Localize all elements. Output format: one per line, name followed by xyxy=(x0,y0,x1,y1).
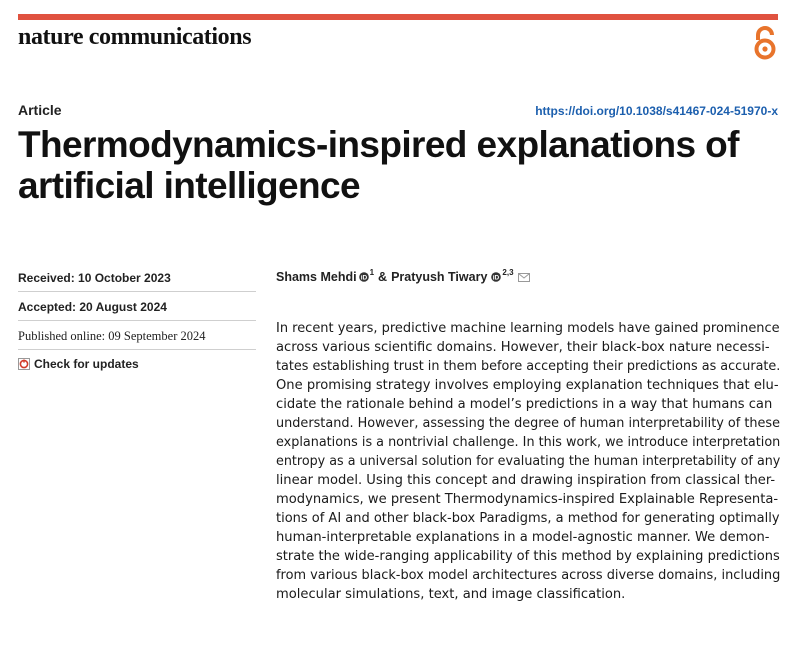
abstract-line: molecular simulations, text, and image classification. xyxy=(276,587,626,602)
abstract-line: cidate the rationale behind a model’s predictions in a way that humans can xyxy=(276,397,773,412)
title-line-2: artificial intelligence xyxy=(18,165,360,206)
published-date: Published online: 09 September 2024 xyxy=(18,329,206,343)
affiliation-marker: 1 xyxy=(369,267,375,277)
abstract-line: entropy as a universal solution for evaluating the human interpretability of any xyxy=(276,454,781,469)
abstract-line: One promising strategy involves employing explanation techniques that elu- xyxy=(276,378,779,393)
title-line-1: Thermodynamics-inspired explanations of xyxy=(18,124,739,165)
divider xyxy=(18,349,256,350)
article-title xyxy=(18,124,788,206)
journal-name[interactable]: nature communications xyxy=(18,24,252,50)
accepted-date: Accepted: 20 August 2024 xyxy=(18,300,167,314)
abstract-line: understand. However, assessing the degree of human interpretability of these xyxy=(276,416,781,431)
abstract-line: tions of AI and other black-box Paradigms, a method for generating optimally xyxy=(276,511,780,526)
abstract-line: modynamics, we present Thermodynamics-inspired Explainable Representa- xyxy=(276,492,779,507)
abstract-line: explanations is a nontrivial challenge. In this work, we introduce interpretation xyxy=(276,435,781,450)
author-name[interactable]: Pratyush Tiwary xyxy=(391,270,488,284)
article-type-label: Article xyxy=(18,102,62,118)
divider xyxy=(18,291,256,292)
author-name[interactable]: Shams Mehdi xyxy=(276,270,357,284)
received-date: Received: 10 October 2023 xyxy=(18,271,171,285)
abstract-line: human-interpretable explanations in a model-agnostic manner. We demon- xyxy=(276,530,770,545)
orcid-icon[interactable] xyxy=(359,272,369,282)
abstract-line: strate the wide-ranging applicability of this method by explaining predictions xyxy=(276,549,780,564)
divider xyxy=(18,320,256,321)
orcid-icon[interactable] xyxy=(491,272,501,282)
abstract-line: from various black-box model architectures across diverse domains, including xyxy=(276,568,781,583)
header-accent-bar xyxy=(18,14,778,20)
check-for-updates-button[interactable] xyxy=(18,357,139,371)
check-updates-label: Check for updates xyxy=(34,357,139,371)
doi-link[interactable]: https://doi.org/10.1038/s41467-024-51970-x xyxy=(535,104,778,118)
abstract-line: tates establishing trust in them before accepting their predictions as accurate. xyxy=(276,359,781,374)
svg-text:iD: iD xyxy=(360,274,367,282)
author-separator: & xyxy=(378,270,388,284)
open-access-icon xyxy=(752,26,778,60)
abstract-line: linear model. Using this concept and drawing inspiration from classical ther- xyxy=(276,473,776,488)
check-updates-icon xyxy=(18,358,30,370)
mail-icon[interactable] xyxy=(518,273,530,282)
abstract-line: across various scientific domains. However, their black-box nature necessi- xyxy=(276,340,770,355)
svg-text:iD: iD xyxy=(493,274,500,282)
affiliation-marker: 2,3 xyxy=(502,267,514,277)
abstract-line: In recent years, predictive machine learning models have gained prominence xyxy=(276,321,780,336)
author-list xyxy=(276,267,530,284)
